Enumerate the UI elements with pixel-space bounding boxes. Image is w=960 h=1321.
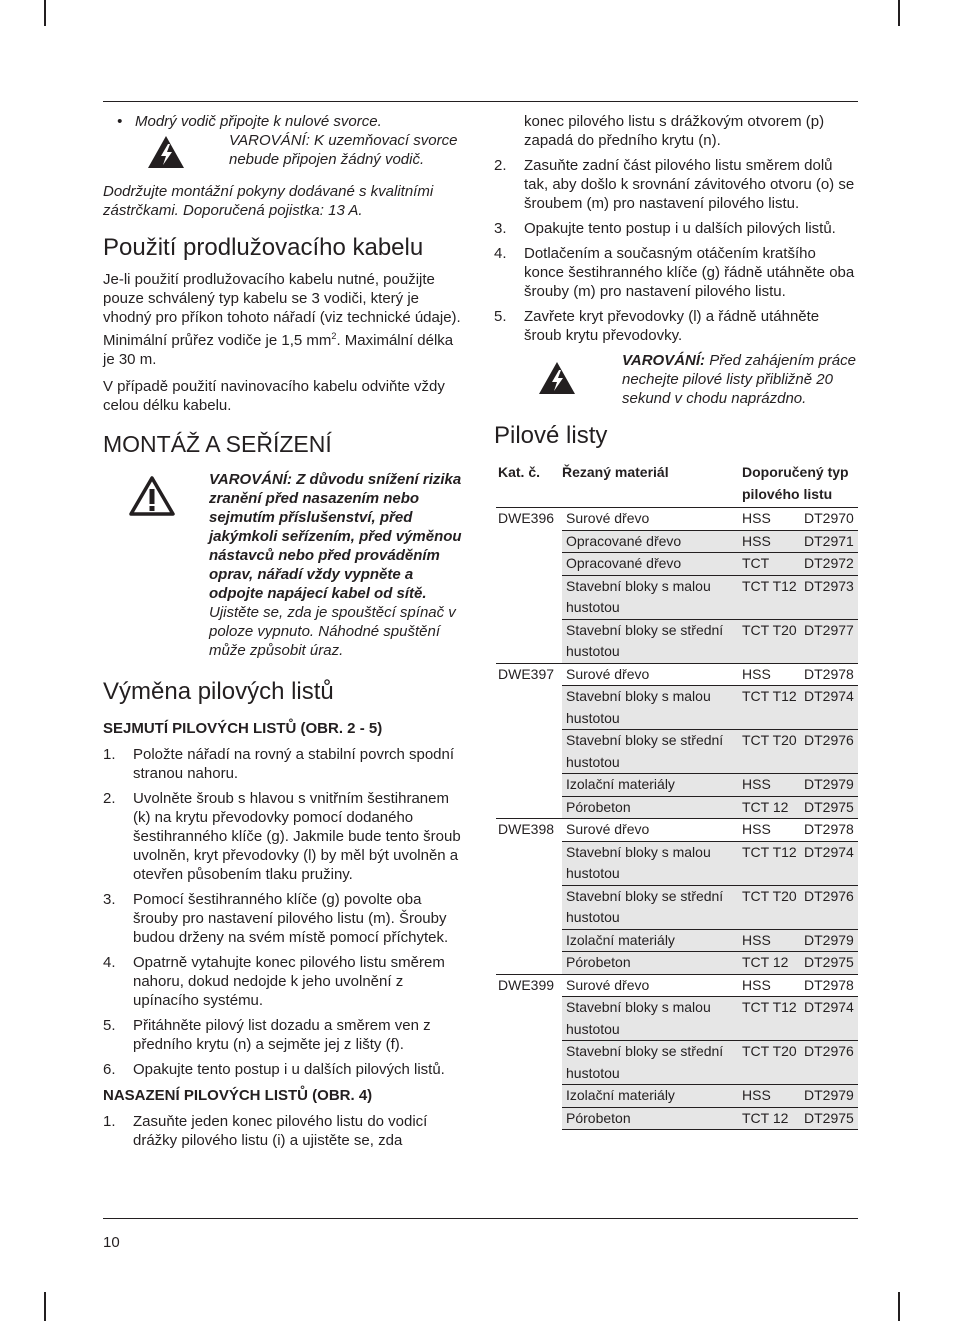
step-number: 3. [103,891,116,908]
step1-continuation: konec pilového listu s drážkovým otvorem (p) zapadá do předního krytu (n). [524,113,825,149]
warning-general-text [209,470,465,660]
step-text: Položte nářadí na rovný a stabilní povrch spodní stranou nahoru. [133,746,455,782]
table-row [496,619,858,663]
warning-electric [103,131,465,174]
table-row [496,1107,858,1130]
saw-blades-heading: Pilové listy [494,422,608,449]
cell-cat [496,1085,562,1108]
right-column [494,112,858,1130]
cell-code: DT2976 [804,730,858,774]
cell-type: HSS [742,530,804,553]
header-cat: Kat. č. [498,464,541,480]
cell-cat: DWE398 [496,819,562,842]
cell-cat [496,1107,562,1130]
warning-electric-text [229,131,465,174]
cell-type: TCT T12 [742,575,804,619]
step-number: 2. [103,790,116,807]
table-row [496,974,858,997]
cell-cat: DWE396 [496,508,562,531]
warning-general-rest: Ujistěte se, zda je spouštěcí spínač v poloze vypnuto. Náhodné spuštění může způsobit úraz. [209,604,456,659]
cell-code: DT2979 [804,929,858,952]
cell-code: DT2977 [804,619,858,663]
removal-heading: SEJMUTÍ PILOVÝCH LISTŮ (OBR. 2 - 5) [103,720,383,737]
step-text: Zavřete kryt převodovky (l) a řádně utáhněte šroub krytu převodovky. [524,308,820,344]
bottom-rule [103,1218,858,1219]
extension-cable-text: Je-li použití prodlužovacího kabelu nutné, použijte pouze schválený typ kabelu se 3 vodiči, který je vhodný pro příkon tohoto nářadí (viz technické údaje). Minimální průřez vodiče je 1,5 mm [103,271,461,349]
cell-material: Izolační materiály [562,1085,742,1108]
cell-type: HSS [742,663,804,686]
step-text: Uvolněte šroub s hlavou s vnitřním šestihranem (k) na krytu převodovky pomocí dodaného šestihranného klíče (g). Jakmile bude tento šroub uvolněn, kryt převodovky (l) by měl být uvolněn a otevřen působením tlaku pružiny. [133,790,461,883]
page-number: 10 [103,1234,120,1251]
cell-type: HSS [742,819,804,842]
cell-material: Opracované dřevo [562,553,742,576]
cell-cat [496,774,562,797]
cell-material: Pórobeton [562,952,742,975]
step-text: Opakujte tento postup i u dalších pilových listů. [133,1061,445,1078]
cell-material: Stavební bloky s malou hustotou [562,841,742,885]
cell-type: TCT T20 [742,619,804,663]
cell-cat [496,796,562,819]
cell-material: Stavební bloky se střední hustotou [562,1041,742,1085]
table-row [496,997,858,1041]
warning-label: VAROVÁNÍ: [229,132,310,149]
exclamation-warning-icon [103,470,211,660]
cell-material: Stavební bloky s malou hustotou [562,575,742,619]
cell-type: TCT T20 [742,1041,804,1085]
cell-code: DT2974 [804,841,858,885]
header-material: Řezaný materiál [562,464,669,480]
cell-type: HSS [742,1085,804,1108]
step-text: Přitáhněte pilový list dozadu a směrem ven z předního krytu (n) a sejměte jej z lišty (f). [133,1017,431,1053]
table-row [496,530,858,553]
cell-material: Stavební bloky se střední hustotou [562,730,742,774]
cell-material: Surové dřevo [562,663,742,686]
cell-cat [496,841,562,885]
table-row [496,841,858,885]
table-row [496,819,858,842]
list-item [103,1016,465,1054]
cell-cat: DWE399 [496,974,562,997]
cell-material: Stavební bloky se střední hustotou [562,885,742,929]
list-item [494,307,858,345]
cell-code: DT2979 [804,774,858,797]
cell-type: HSS [742,774,804,797]
table-row [496,885,858,929]
removal-steps [103,745,465,1079]
step-number: 4. [494,245,507,262]
cell-material: Stavební bloky s malou hustotou [562,686,742,730]
table-row [496,686,858,730]
cell-cat [496,686,562,730]
cell-cat [496,952,562,975]
warning-body: Před zahájením práce nechejte pilové listy přibližně 20 sekund v chodu naprázdno. [622,352,856,407]
list-item [103,745,465,783]
cell-material: Surové dřevo [562,974,742,997]
extension-cable-para [103,270,465,369]
step-text: Opatrně vytahujte konec pilového listu směrem nahoru, dokud nedojde k jeho uvolnění z upínacího systému. [133,954,445,1009]
cell-type: TCT T12 [742,841,804,885]
cell-code: DT2974 [804,997,858,1041]
cell-code: DT2970 [804,508,858,531]
cell-material: Surové dřevo [562,508,742,531]
table-header [496,462,858,508]
cell-type: TCT T20 [742,885,804,929]
cell-cat [496,885,562,929]
cell-code: DT2978 [804,663,858,686]
step-text: Dotlačením a současným otáčením kratšího konce šestihranného klíče (g) řádně utáhněte oba šrouby (m) pro nastavení pilového listu. [524,245,855,300]
table-row [496,1041,858,1085]
cell-cat [496,929,562,952]
cell-code: DT2974 [804,686,858,730]
cell-type: TCT T12 [742,997,804,1041]
insertion-heading: NASAZENÍ PILOVÝCH LISTŮ (OBR. 4) [103,1087,373,1104]
cell-code: DT2978 [804,819,858,842]
table-row [496,952,858,975]
cell-code: DT2976 [804,1041,858,1085]
electric-warning-icon [494,351,622,408]
cell-cat [496,553,562,576]
electric-warning-icon [103,131,229,174]
cell-material: Stavební bloky se střední hustotou [562,619,742,663]
cell-code: DT2971 [804,530,858,553]
table-row [496,553,858,576]
list-item [494,219,858,238]
insertion-steps [103,1112,465,1150]
table-row [496,796,858,819]
cell-cat [496,619,562,663]
step-number: 5. [494,308,507,325]
cell-material: Izolační materiály [562,929,742,952]
cell-material: Izolační materiály [562,774,742,797]
list-item [103,1112,465,1150]
list-item [103,1060,465,1079]
top-rule [103,101,858,102]
cell-cat [496,575,562,619]
crop-mark [44,1292,46,1321]
extension-cable-heading: Použití prodlužovacího kabelu [103,234,424,261]
step-text: Opakujte tento postup i u dalších pilových listů. [524,220,836,237]
cell-material: Pórobeton [562,796,742,819]
list-item [494,156,858,213]
step-text: Zasuňte jeden konec pilového listu do vodicí drážky pilového listu (i) a ujistěte se, zda [133,1113,428,1149]
bullet-text: Modrý vodič připojte k nulové svorce. [135,113,382,130]
plug-instructions: Dodržujte montážní pokyny dodávané s kvalitními zástrčkami. Doporučená pojistka: 13 A. [103,183,434,219]
table-row [496,663,858,686]
step-number: 4. [103,954,116,971]
cell-type: TCT 12 [742,1107,804,1130]
cell-type: TCT 12 [742,796,804,819]
cell-code: DT2975 [804,1107,858,1130]
cell-material: Pórobeton [562,1107,742,1130]
step-number: 3. [494,220,507,237]
insertion-steps-cont [494,156,858,345]
step-number: 6. [103,1061,116,1078]
cell-code: DT2975 [804,952,858,975]
warning-general [103,470,465,660]
warning-idle [494,351,858,408]
warning-idle-text [622,351,858,408]
cell-cat [496,1041,562,1085]
step-number: 1. [103,1113,116,1130]
cell-code: DT2979 [804,1085,858,1108]
reel-cable-para: V případě použití navinovacího kabelu odviňte vždy celou délku kabelu. [103,378,445,414]
list-item [103,953,465,1010]
crop-mark [44,0,46,26]
table-row [496,1085,858,1108]
bullet-dot: • [117,113,123,130]
cell-cat: DWE397 [496,663,562,686]
warning-body: K uzemňovací svorce nebude připojen žádný vodič. [229,132,458,168]
table-row [496,774,858,797]
cell-material: Opracované dřevo [562,530,742,553]
mounting-heading: MONTÁŽ A SEŘÍZENÍ [103,431,332,457]
cell-type: HSS [742,508,804,531]
extension-cable-text-end: . Maximální délka je 30 m. [103,332,454,368]
crop-mark [898,1292,900,1321]
cell-type: TCT [742,553,804,576]
step-text: Pomocí šestihranného klíče (g) povolte oba šrouby pro nastavení pilového listu (m). Šrouby budou drženy na svém místě pomocí příchytek. [133,891,449,946]
superscript: 2 [331,331,337,341]
step-number: 5. [103,1017,116,1034]
crop-mark [898,0,900,26]
warning-general-bold: VAROVÁNÍ: Z důvodu snížení rizika zranění před nasazením nebo sejmutím příslušenství, před jakýmkoli seřízením, před výměnou nástavců nebo před prováděním oprav, nářadí vždy vypněte a odpojte napájecí kabel od sítě. [209,471,462,602]
step-number: 2. [494,157,507,174]
cell-type: TCT T12 [742,686,804,730]
cell-material: Surové dřevo [562,819,742,842]
blade-replacement-heading: Výměna pilových listů [103,678,334,705]
cell-cat [496,730,562,774]
list-item [103,890,465,947]
cell-code: DT2972 [804,553,858,576]
cell-code: DT2976 [804,885,858,929]
cell-cat [496,997,562,1041]
list-item [103,789,465,884]
table-row [496,929,858,952]
header-type: Doporučený typ pilového listu [742,464,849,502]
cell-material: Stavební bloky s malou hustotou [562,997,742,1041]
warning-label: VAROVÁNÍ: [622,352,706,369]
table-row [496,730,858,774]
cell-code: DT2973 [804,575,858,619]
table-row [496,508,858,531]
cell-type: TCT 12 [742,952,804,975]
cell-code: DT2975 [804,796,858,819]
table-row [496,575,858,619]
step-text: Zasuňte zadní část pilového listu směrem dolů tak, aby došlo k srovnání závitového otvoru (o) se šroubem (m) pro nastavení pilového listu. [524,157,855,212]
cell-type: TCT T20 [742,730,804,774]
bullet-item [103,112,465,131]
cell-type: HSS [742,929,804,952]
step-number: 1. [103,746,116,763]
cell-type: HSS [742,974,804,997]
list-item [494,244,858,301]
cell-code: DT2978 [804,974,858,997]
left-column [103,112,465,1156]
cell-cat [496,530,562,553]
blades-table [496,462,858,1130]
